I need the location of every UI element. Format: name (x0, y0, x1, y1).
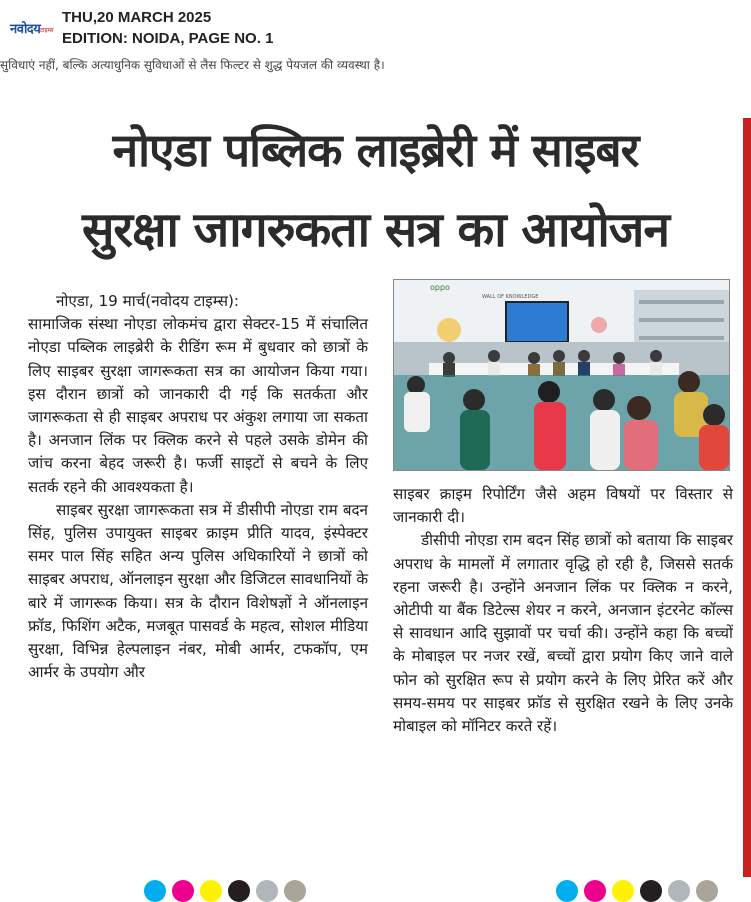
registration-dot (256, 880, 278, 902)
article-paragraph: डीसीपी नोएडा राम बदन सिंह छात्रों को बताया कि साइबर अपराध के मामलों में लगातार वृद्धि हो रही है, जिससे सतर्क रहना जरूरी है। उन्होंने अनजान लिंक पर क्लिक न करने, ओटीपी या बैंक डिटेल्स शेयर न करने, अनजान इंटरनेट कॉल्स से सावधान आदि सुझावों पर चर्चा की। उन्होंने कहा कि बच्चों के मोबाइल पर नजर रखें, बच्चों द्वारा प्रयोग किए जाने वाले फोन को सुरक्षित रूप से प्रयोग करने के लिए प्रेरित करें और समय-समय पर साइबर फ्रॉड से सुरक्षित रखने के लिए उनके मोबाइल को मॉनिटर करते रहें। (393, 531, 733, 736)
article-paragraph: साइबर सुरक्षा जागरूकता सत्र में डीसीपी नोएडा राम बदन सिंह, पुलिस उपायुक्त साइबर क्राइम प्रीति यादव, इंस्पेक्टर समर पाल सिंह सहित अन्य पुलिस अधिकारियों ने छात्रों को साइबर अपराध, ऑनलाइन सुरक्षा और डिजिटल सावधानियों के बारे में जागरूक किया। सत्र के दौरान विशेषज्ञों ने ऑनलाइन फ्रॉड, फिशिंग अटैक, मजबूत पासवर्ड के महत्व, सोशल मीडिया सुरक्षा, विभिन्न हेल्पलाइन नंबर, मोबी आर्मर, टफकॉप, एम आर्मर के उपयोग और (28, 500, 368, 682)
registration-dot (584, 880, 606, 902)
registration-dot (640, 880, 662, 902)
edition-info: EDITION: NOIDA, PAGE NO. 1 (62, 30, 274, 47)
side-color-strip (743, 118, 751, 877)
newspaper-logo (10, 19, 54, 41)
logo-subtext: टाइम्स (40, 27, 54, 34)
registration-dot (556, 880, 578, 902)
tv-screen (506, 302, 568, 342)
registration-dot (172, 880, 194, 902)
issue-date: THU,20 MARCH 2025 (62, 9, 212, 26)
article-paragraph: साइबर क्राइम रिपोर्टिंग जैसे अहम विषयों पर विस्तार से जानकारी दी। (393, 485, 733, 527)
registration-dot (696, 880, 718, 902)
logo-text: नवोदय (10, 22, 41, 37)
registration-dot (668, 880, 690, 902)
page-header (0, 0, 751, 59)
newspaper-clipping (0, 58, 751, 877)
registration-dot (284, 880, 306, 902)
article-column-2 (393, 483, 733, 738)
headline-line-1: नोएडा पब्लिक लाइब्रेरी में साइबर (112, 123, 639, 177)
article-column-1 (28, 290, 368, 684)
registration-dot (200, 880, 222, 902)
registration-dot (228, 880, 250, 902)
registration-marks (0, 877, 751, 889)
article-paragraph: सामाजिक संस्था नोएडा लोकमंच द्वारा सेक्टर-15 में संचालित नोएडा पब्लिक लाइब्रेरी के रीडिंग रूम में बुधवार को छात्रों के लिए साइबर सुरक्षा जागरूकता सत्र का आयोजन किया गया। इस दौरान छात्रों को जानकारी दी गई कि सतर्कता और जागरूकता से ही साइबर अपराध पर अंकुश लगाया जा सकता है। अनजान लिंक पर क्लिक करने से पहले उसके डोमेन की जांच करना बेहद जरूरी है। फर्जी साइटों से बचने के लिए सतर्क रहने की आवश्यकता है। (28, 315, 368, 496)
wall-logo: oppo (430, 283, 450, 292)
event-photo (393, 279, 730, 471)
registration-dot (612, 880, 634, 902)
previous-article-cut-line: सुविधाएं नहीं, बल्कि अत्याधुनिक सुविधाओं से लैस फिल्टर से शुद्ध पेयजल की व्यवस्था है। (0, 58, 385, 72)
headline-line-2: सुरक्षा जागरुकता सत्र का आयोजन (81, 202, 670, 258)
dateline: नोएडा, 19 मार्च(नवोदय टाइम्स): (56, 292, 240, 310)
registration-dot (144, 880, 166, 902)
wall-banner: WALL OF KNOWLEDGE (482, 294, 539, 300)
